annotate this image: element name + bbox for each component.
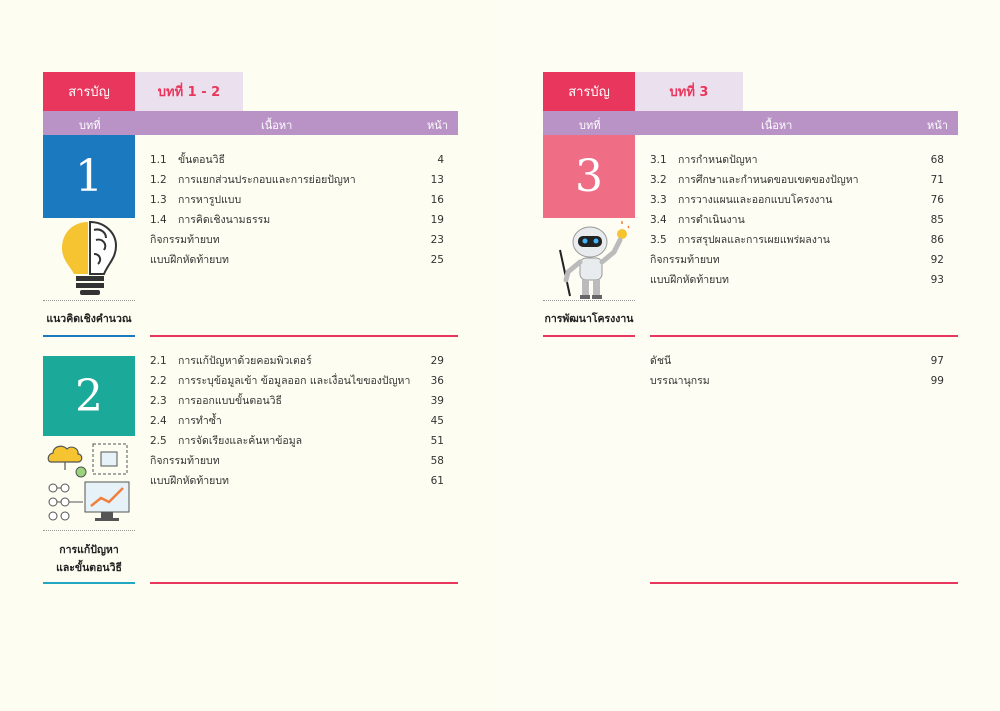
list-item[interactable]: แบบฝึกหัดท้ายบท 93 — [650, 274, 944, 286]
chapter-3-number: 3 — [543, 135, 635, 218]
chapter-2-entries — [150, 351, 444, 491]
header-page: หน้า — [927, 119, 948, 132]
list-item[interactable]: บรรณานุกรม 99 — [650, 375, 944, 387]
lightbulb-brain-icon — [58, 218, 122, 298]
list-item[interactable]: 2.4 การทำซ้ำ 45 — [150, 415, 444, 427]
chapter-2-underline — [43, 582, 135, 584]
cloud-flowchart-icon — [45, 440, 133, 528]
list-item[interactable]: 2.1 การแก้ปัญหาด้วยคอมพิวเตอร์ 29 — [150, 355, 444, 367]
chapter-2-name-line1: การแก้ปัญหา — [59, 544, 119, 556]
table-header — [43, 111, 458, 135]
section-divider — [150, 335, 458, 337]
chapter-1-underline — [43, 335, 135, 337]
list-item[interactable]: กิจกรรมท้ายบท 92 — [650, 254, 944, 266]
section-divider — [650, 335, 958, 337]
list-item[interactable]: แบบฝึกหัดท้ายบท 61 — [150, 475, 444, 487]
list-item[interactable]: ดัชนี 97 — [650, 355, 944, 367]
chapter-range-tab: บทที่ 3 — [635, 72, 743, 111]
divider — [43, 300, 135, 301]
chapter-2-name — [43, 541, 135, 577]
header-content: เนื้อหา — [261, 119, 293, 132]
list-item[interactable]: 2.2 การระบุข้อมูลเข้า ข้อมูลออก และเงื่อนไขของปัญหา 36 — [150, 375, 444, 387]
list-item[interactable]: แบบฝึกหัดท้ายบท 25 — [150, 254, 444, 266]
divider — [543, 300, 635, 301]
list-item[interactable]: กิจกรรมท้ายบท 58 — [150, 455, 444, 467]
list-item[interactable]: 1.3 การหารูปแบบ 16 — [150, 194, 444, 206]
header-content: เนื้อหา — [761, 119, 793, 132]
chapter-3-underline — [543, 335, 635, 337]
chapter-3-entries — [650, 150, 944, 290]
list-item[interactable]: 1.4 การคิดเชิงนามธรรม 19 — [150, 214, 444, 226]
list-item[interactable]: 1.2 การแยกส่วนประกอบและการย่อยปัญหา 13 — [150, 174, 444, 186]
appendix-entries — [650, 351, 944, 391]
section-divider — [650, 582, 958, 584]
header-page: หน้า — [427, 119, 448, 132]
list-item[interactable]: 3.3 การวางแผนและออกแบบโครงงาน 76 — [650, 194, 944, 206]
toc-tab: สารบัญ — [543, 72, 635, 111]
divider — [43, 530, 135, 531]
toc-tab: สารบัญ — [43, 72, 135, 111]
list-item[interactable]: 2.3 การออกแบบขั้นตอนวิธี 39 — [150, 395, 444, 407]
chapter-1-entries — [150, 150, 444, 270]
chapter-2-name-line2: และขั้นตอนวิธี — [56, 562, 122, 574]
list-item[interactable]: 1.1 ขั้นตอนวิธี 4 — [150, 154, 444, 166]
list-item[interactable]: 3.2 การศึกษาและกำหนดขอบเขตของปัญหา 71 — [650, 174, 944, 186]
chapter-1-name: แนวคิดเชิงคำนวณ — [46, 313, 132, 325]
header-chapter: บทที่ — [579, 119, 601, 132]
chapter-2-number: 2 — [43, 356, 135, 436]
right-page — [500, 0, 1000, 711]
header-chapter: บทที่ — [79, 119, 101, 132]
list-item[interactable]: 2.5 การจัดเรียงและค้นหาข้อมูล 51 — [150, 435, 444, 447]
robot-pointer-icon — [550, 220, 630, 300]
chapter-1-number: 1 — [43, 135, 135, 218]
chapter-range-tab: บทที่ 1 - 2 — [135, 72, 243, 111]
chapter-3-name: การพัฒนาโครงงาน — [544, 313, 634, 325]
list-item[interactable]: 3.5 การสรุปผลและการเผยแพร่ผลงาน 86 — [650, 234, 944, 246]
table-header — [543, 111, 958, 135]
list-item[interactable]: 3.1 การกำหนดปัญหา 68 — [650, 154, 944, 166]
list-item[interactable]: 3.4 การดำเนินงาน 85 — [650, 214, 944, 226]
section-divider — [150, 582, 458, 584]
list-item[interactable]: กิจกรรมท้ายบท 23 — [150, 234, 444, 246]
